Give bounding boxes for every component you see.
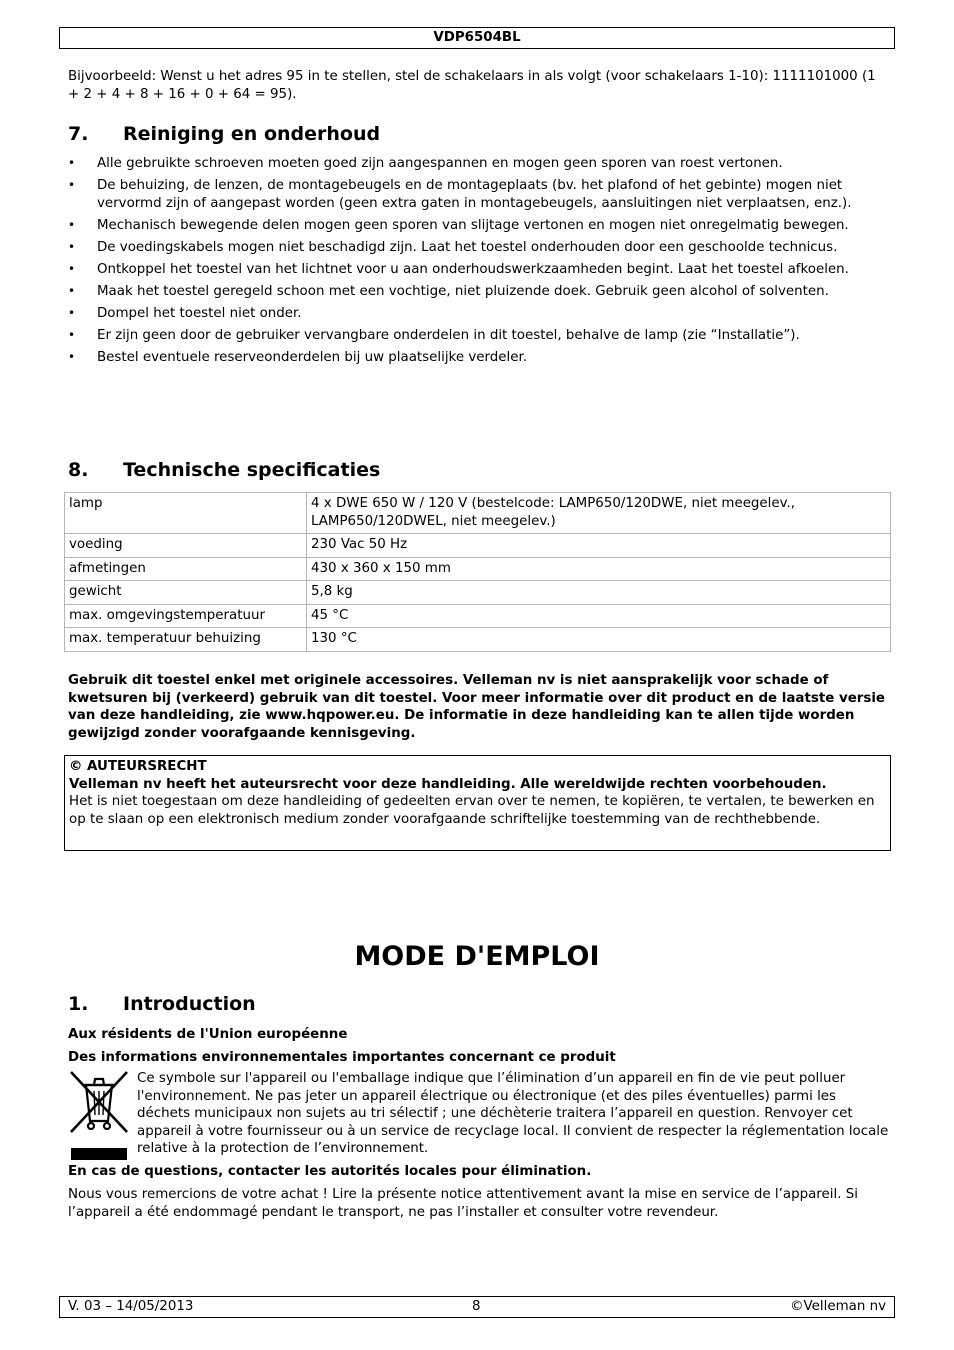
footer-page-number: 8 — [472, 1299, 481, 1314]
list-item: • Bestel eventuele reserveonderdelen bij uw plaatselijke verdeler. — [68, 349, 890, 367]
page-header-model: VDP6504BL — [59, 27, 895, 49]
french-section-1-number: 1. — [68, 993, 89, 1015]
copyright-line-1: Velleman nv heeft het auteursrecht voor deze handleiding. Alle wereldwijde rechten voorbehouden. — [69, 776, 827, 792]
example-paragraph: Bijvoorbeeld: Wenst u het adres 95 in te stellen, stel de schakelaars in als volgt (voor schakelaars 1-10): 1111101000 (1 + 2 + 4 + 8 + 16 + 0 + 64 = 95). — [68, 69, 876, 102]
maintenance-list — [68, 155, 890, 371]
french-section-1-heading — [68, 992, 256, 1016]
table-row — [65, 581, 891, 605]
list-item: • Ontkoppel het toestel van het lichtnet voor u aan onderhoudswerkzaamheden begint. Laat het toestel afkoelen. — [68, 261, 890, 279]
list-item: • Er zijn geen door de gebruiker vervangbare onderdelen in dit toestel, behalve de lamp (zie “Installatie”). — [68, 327, 890, 345]
section-8-number: 8. — [68, 459, 89, 481]
section-7-number: 7. — [68, 123, 89, 145]
section-8-title: Technische specificaties — [123, 459, 381, 481]
page-footer — [59, 1296, 895, 1318]
list-item: • Maak het toestel geregeld schoon met een vochtige, niet pluizende doek. Gebruik geen alcohol of solventen. — [68, 283, 890, 301]
spec-value: 5,8 kg — [307, 581, 891, 605]
spec-key: voeding — [65, 534, 307, 558]
notice-paragraph: Gebruik dit toestel enkel met originele accessoires. Velleman nv is niet aansprakelijk voor schade of kwetsuren bij (verkeerd) gebruik van dit toestel. Voor meer informatie over dit product en de laatste versie van deze handleiding, zie www.hqpower.eu. De informatie in deze handleiding kan te allen tijde worden gewijzigd zonder voorafgaande kennisgeving. — [68, 673, 886, 741]
table-row — [65, 557, 891, 581]
list-item: • Dompel het toestel niet onder. — [68, 305, 890, 323]
weee-bar — [71, 1148, 127, 1160]
list-item: • Alle gebruikte schroeven moeten goed zijn aangespannen en mogen geen sporen van roest vertonen. — [68, 155, 890, 173]
section-7-heading — [68, 122, 380, 146]
footer-version: V. 03 – 14/05/2013 — [68, 1299, 194, 1314]
spec-value: 4 x DWE 650 W / 120 V (bestelcode: LAMP650/120DWE, niet meegelev., LAMP650/120DWEL, niet meegelev.) — [307, 493, 891, 534]
table-row — [65, 604, 891, 628]
section-7-title: Reiniging en onderhoud — [123, 123, 381, 145]
copyright-line-2: Het is niet toegestaan om deze handleiding of gedeelten ervan over te nemen, te kopiëren, te vertalen, te bewerken en op te slaan op een elektronisch medium zonder voorafgaande schriftelijke toestemming van de rechthebbende. — [69, 794, 875, 827]
spec-key: lamp — [65, 493, 307, 534]
spec-key: afmetingen — [65, 557, 307, 581]
spec-value: 45 °C — [307, 604, 891, 628]
french-section-1-title: Introduction — [123, 993, 256, 1015]
spec-value: 230 Vac 50 Hz — [307, 534, 891, 558]
section-8-heading — [68, 458, 380, 482]
weee-paragraph: Ce symbole sur l'appareil ou l'emballage indique que l’élimination d’un appareil en fin de vie peut polluer l'environnement. Ne pas jeter un appareil électrique ou électronique (et des piles éventuelles) parmi les déchets municipaux non sujets au tri sélectif ; une déchèterie traitera l’appareil en question. Renvoyer cet appareil à votre fournisseur ou à un service de recyclage local. Il convient de respecter la réglementation locale relative à la protection de l’environnement. — [137, 1071, 889, 1156]
french-title: MODE D'EMPLOI — [354, 941, 600, 972]
table-row — [65, 628, 891, 652]
spec-key: max. temperatuur behuizing — [65, 628, 307, 652]
copyright-heading: © AUTEURSRECHT — [69, 759, 207, 774]
spec-table — [64, 492, 891, 652]
thanks-paragraph: Nous vous remercions de votre achat ! Lire la présente notice attentivement avant la mise en service de l’appareil. Si l’appareil a été endommagé pendant le transport, ne pas l’installer et consulter votre revendeur. — [68, 1187, 858, 1220]
weee-crossed-bin-icon — [68, 1069, 130, 1135]
eu-residents-subhead: Aux résidents de l'Union européenne — [68, 1027, 348, 1042]
footer-company: ©Velleman nv — [790, 1299, 886, 1314]
list-item: • De behuizing, de lenzen, de montagebeugels en de montageplaats (bv. het plafond of het gebinte) mogen niet vervormd zijn of aangepast worden (geen extra gaten in montagebeugels, aansluitingen niet verplaatsen, enz.). — [68, 177, 890, 212]
copyright-box — [64, 755, 891, 851]
table-row — [65, 534, 891, 558]
spec-value: 130 °C — [307, 628, 891, 652]
spec-value: 430 x 360 x 150 mm — [307, 557, 891, 581]
list-item: • De voedingskabels mogen niet beschadigd zijn. Laat het toestel onderhouden door een geschoolde technicus. — [68, 239, 890, 257]
questions-paragraph: En cas de questions, contacter les autorités locales pour élimination. — [68, 1164, 592, 1179]
spec-key: gewicht — [65, 581, 307, 605]
list-item: • Mechanisch bewegende delen mogen geen sporen van slijtage vertonen en mogen niet onregelmatig bewegen. — [68, 217, 890, 235]
spec-key: max. omgevingstemperatuur — [65, 604, 307, 628]
environment-subhead: Des informations environnementales importantes concernant ce produit — [68, 1050, 616, 1065]
table-row — [65, 493, 891, 534]
